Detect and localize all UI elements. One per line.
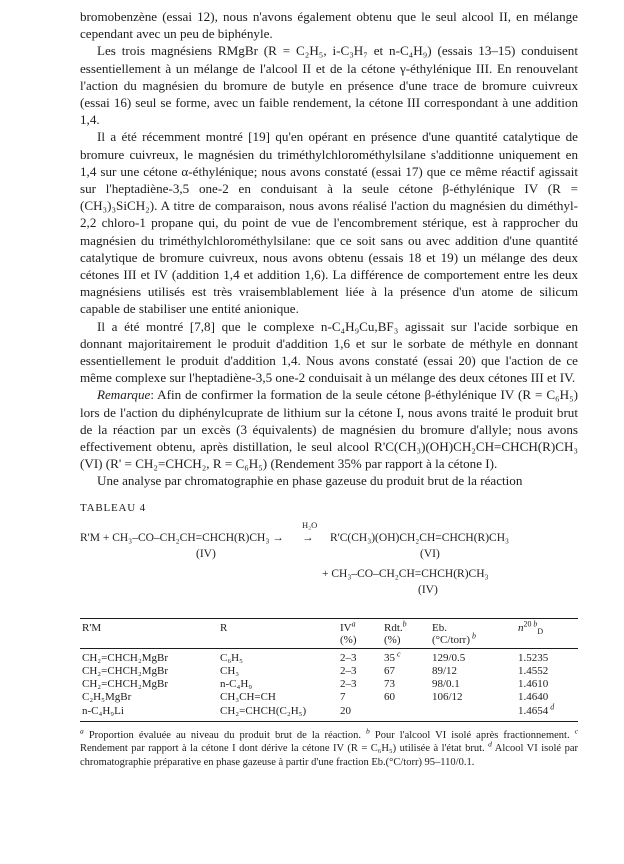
cell-iv: 20 — [338, 705, 382, 722]
footnote-c-mark: c — [574, 726, 578, 736]
cell-nd: 1.4610 — [518, 678, 549, 691]
cell-rm: CH₂=CHCH₂MgBr — [82, 678, 168, 691]
cell-rdt: 35 $^c$ — [384, 649, 401, 664]
cell-nd: 1.4654 $^d$ — [516, 705, 578, 722]
header-eb: Eb. — [430, 618, 516, 634]
data-table — [80, 618, 578, 722]
header-nd: $n^{20 b}_D$ — [516, 618, 578, 634]
cell-eb — [430, 705, 516, 722]
cell-iv: 2–3 — [340, 678, 357, 691]
page — [80, 8, 578, 769]
scheme-h2o: H₂O — [302, 519, 318, 530]
footnote-b: Pour l'alcool VI isolé après fractionnement. — [369, 729, 575, 741]
cell-r: n-C₄H₉ — [220, 678, 253, 691]
header-eb-unit: (°C/torr) $^b$ — [430, 634, 516, 649]
table-row — [80, 705, 578, 722]
cell-iv: 7 — [340, 691, 346, 704]
cell-r: CH₃CH=CH — [220, 691, 276, 704]
paragraph-3: Il a été récemment montré [19] qu'en opérant en présence d'une quantité catalytique de bromure cuivreux, le magnésien du triméthylchlorométhylsilane s'additionne uniquement en 1,4 sur une cétone α-éthylénique; nous avons constaté (essai 17) que ce même réactif agissait sur l'heptadiène-3,5 one-2 en conduisant à la seule cétone β-éthylénique IV (R = (CH₃)₃SiCH₂). A titre de comparaison, nous avons réalisé l'action du magnésien du diméthyl-2,2 chloro-1 propane qui, du point de vue de l'encombrement stérique, est à rapprocher du magnésien du triméthylchlorométhylsilane: que ce soit sans ou avec addition d'une quantité catalytique de bromure cuivreux, nous avons obtenu (essais 18 et 19) un mélange des deux cétones III et IV (addition 1,4 et addition 1,6). La différence de comportement entre les deux magnésiens utilisés est très vraisemblablement liée à la présence d'un atome de silicum capable de stabiliser une entité anionique. — [80, 129, 578, 317]
cell-r: CH₂=CHCH(C₂H₅) — [218, 705, 338, 722]
remarque-text: : Afin de confirmer la formation de la seule cétone β-éthylénique IV (R = C₆H₅) lors de l'action du diphénylcuprate de lithium sur la cétone I, nous avons traité le produit brut de la réaction par un excès (3 équivalents) de magnésien du bromure d'allyle; nous avons effectivement obtenu, après distillation, le seul alcool R'C(CH₃)(OH)CH₂CH=CHCH(R)CH₃ (VI) (R' = CH₂=CHCH₂, R = C₆H₅) (Rendement 35% par rapport à la cétone I). — [80, 387, 578, 472]
remarque-label: Remarque — [97, 387, 151, 403]
table-row — [80, 648, 578, 665]
scheme-product-ketone: + CH₃–CO–CH₂CH=CHCH(R)CH₃ — [322, 567, 489, 580]
header-rm: R'M — [80, 618, 218, 634]
cell-rdt — [382, 705, 430, 722]
cell-rdt: 67 — [384, 664, 395, 677]
cell-eb: 89/12 — [432, 664, 458, 677]
scheme-arrow: → — [302, 531, 314, 544]
cell-r: CH₃ — [220, 664, 240, 677]
scheme-product-alcohol: R'C(CH₃)(OH)CH₂CH=CHCH(R)CH₃ — [330, 531, 510, 544]
cell-nd: 1.4552 — [518, 664, 549, 677]
header-r: R — [218, 618, 338, 634]
paragraph-remarque — [80, 386, 578, 472]
paragraph-2: Les trois magnésiens RMgBr (R = C₂H₅, i-C₃H₇ et n-C₄H₉) (essais 13–15) conduisent essentiellement à un mélange de l'alcool II et de la cétone γ-éthylénique III. En renouvelant l'action du magnésien du bromure de butyle en présence d'une trace de bromure cuivreux (essai 16) seul se forme, avec un faible rendement, la cétone III correspondant à une addition 1,4. — [80, 43, 578, 128]
cell-eb: 106/12 — [432, 691, 463, 704]
cell-rdt: 60 — [384, 691, 395, 704]
footnote-d: Alcool VI isolé par chromatographie préparative en phase gazeuse à partir d'une fraction Eb.(°C/torr) 95–110/0.1. — [80, 743, 578, 768]
footnote-c: Rendement par rapport à la cétone I dont dérive la cétone IV (R = C₆H₅) utilisée à l'état brut. — [80, 743, 489, 755]
cell-rdt: 73 — [384, 678, 395, 691]
table-row — [80, 665, 578, 678]
cell-rm: C₂H₅MgBr — [82, 691, 132, 704]
header-iv-unit: (%) — [338, 634, 382, 649]
cell-rm: CH₂=CHCH₂MgBr — [82, 651, 168, 664]
cell-nd: 1.5235 — [518, 651, 549, 664]
table-row — [80, 691, 578, 704]
header-rdt-unit: (%) — [382, 634, 430, 649]
cell-iv: 2–3 — [340, 664, 357, 677]
cell-eb: 98/0.1 — [432, 678, 460, 691]
footnote-a: Proportion évaluée au niveau du produit brut de la réaction. — [83, 729, 367, 741]
table-footnotes — [80, 726, 578, 769]
cell-eb: 129/0.5 — [432, 651, 466, 664]
scheme-reactant: R'M + CH₃–CO–CH₂CH=CHCH(R)CH₃ → — [80, 531, 284, 544]
cell-iv: 2–3 — [340, 651, 357, 664]
header-iv: $IV^a$ — [338, 618, 382, 634]
cell-rm: CH₂=CHCH₂MgBr — [82, 664, 168, 677]
cell-rm: n-C₄H₉Li — [80, 705, 218, 722]
footnote-d-mark: d — [488, 739, 492, 749]
paragraph-6: Une analyse par chromatographie en phase gazeuse du produit brut de la réaction — [97, 473, 523, 489]
paragraph-1: bromobenzène (essai 12), nous n'avons également obtenu que le seul alcool II, en mélange cependant avec un peu de biphényle. — [80, 9, 578, 42]
footnote-b-mark: b — [366, 726, 370, 736]
table-row — [80, 678, 578, 691]
cell-nd: 1.4640 — [518, 691, 549, 704]
header-rdt: Rdt.$^b$ — [382, 618, 430, 634]
scheme-product-alcohol-label: (VI) — [420, 547, 440, 560]
scheme-product-ketone-label: (IV) — [418, 583, 438, 596]
paragraph-4: Il a été montré [7,8] que le complexe n-C₄H₉Cu,BF₃ agissait sur l'acide sorbique en donnant majoritairement le produit d'addition 1,6 et sur le sorbate de méthyle en donnant essentiellement le produit d'addition 1,4. Nous avons constaté (essai 20) que l'action de ce même complexe sur l'heptadiène-3,5 one-2 conduisait à un mélange des deux cétones III et IV. — [80, 318, 578, 386]
footnote-a-mark: a — [80, 726, 84, 736]
table-caption: TABLEAU 4 — [80, 501, 146, 514]
scheme-reactant-label: (IV) — [196, 547, 216, 560]
cell-r: C₆H₅ — [220, 651, 243, 664]
reaction-scheme — [80, 520, 578, 618]
